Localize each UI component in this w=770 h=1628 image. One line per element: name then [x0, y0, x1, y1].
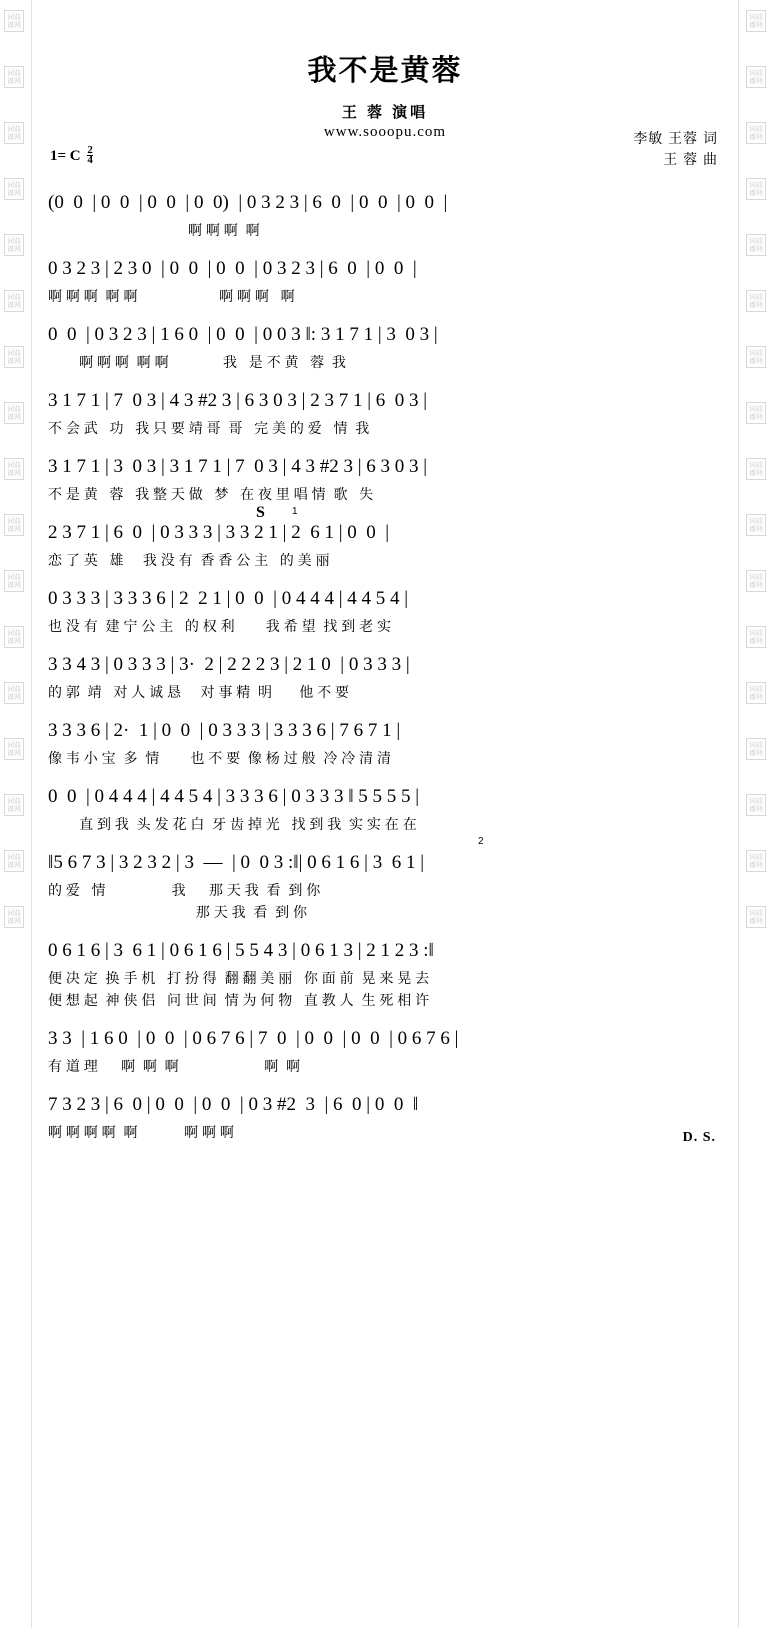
notation-line: 3 1 7 1 | 3 0 3 | 3 1 7 1 | 7 0 3 | 4 3 #2 3 | 6 3 0 3 | [48, 456, 428, 477]
ending-1-label: 1 [292, 506, 298, 517]
watermark-badge: 词曲谱网 [746, 10, 766, 32]
notation-line: 3 3 3 6 | 2· 1 | 0 0 | 0 3 3 3 | 3 3 3 6 | 7 6 7 1 | [48, 720, 401, 741]
watermark-badge: 词曲谱网 [4, 346, 24, 368]
watermark-badge: 词曲谱网 [4, 682, 24, 704]
lyric-line-verse2: 便 想 起 神 侠 侣 问 世 间 情 为 何 物 直 教 人 生 死 相 许 [48, 992, 430, 1008]
notation-line: 0 3 3 3 | 3 3 3 6 | 2 2 1 | 0 0 | 0 4 4 4 | 4 4 5 4 | [48, 588, 409, 609]
notation-line: 0 0 | 0 4 4 4 | 4 4 5 4 | 3 3 3 6 | 0 3 3 3 ‖ 5 5 5 5 | [48, 786, 420, 807]
watermark-badge: 词曲谱网 [4, 850, 24, 872]
system-8 [48, 652, 722, 704]
lyric-line: 便 决 定 换 手 机 打 扮 得 翻 翻 美 丽 你 面 前 晃 来 晃 去 [48, 970, 430, 986]
staff-systems [48, 190, 722, 1144]
watermark-badge: 词曲谱网 [746, 66, 766, 88]
system-6 [48, 504, 722, 572]
system-2 [48, 256, 722, 308]
composer-credit: 王 蓉 曲 [663, 151, 718, 167]
system-11 [48, 836, 722, 924]
watermark-badge: 词曲谱网 [746, 682, 766, 704]
watermark-badge: 词曲谱网 [746, 402, 766, 424]
time-signature-numerator: 2 [87, 144, 93, 156]
credits [633, 128, 718, 170]
watermark-badge: 词曲谱网 [746, 906, 766, 928]
lyricist-credit: 李敏 王蓉 词 [633, 130, 718, 146]
lyric-line: 啊 啊 啊 啊 啊 我 是 不 黄 蓉 我 [48, 354, 346, 370]
watermark-badge: 词曲谱网 [4, 626, 24, 648]
watermark-badge: 词曲谱网 [746, 346, 766, 368]
watermark-badge: 词曲谱网 [4, 570, 24, 592]
watermark-badge: 词曲谱网 [746, 626, 766, 648]
watermark-badge: 词曲谱网 [4, 402, 24, 424]
system-14 [48, 1092, 722, 1144]
frame-line-right [738, 0, 739, 1628]
watermark-badge: 词曲谱网 [746, 234, 766, 256]
watermark-badge: 词曲谱网 [4, 906, 24, 928]
system-3 [48, 322, 722, 374]
notation-line: 3 3 | 1 6 0 | 0 0 | 0 6 7 6 | 7 0 | 0 0 | 0 0 | 0 6 7 6 | [48, 1028, 459, 1049]
ds-mark: D. S. [682, 1130, 716, 1145]
system-12 [48, 938, 722, 1012]
notation-line: 0 3 2 3 | 2 3 0 | 0 0 | 0 0 | 0 3 2 3 | 6 0 | 0 0 | [48, 258, 417, 279]
watermark-badge: 词曲谱网 [746, 122, 766, 144]
lyric-line: 不 是 黄 蓉 我 整 天 做 梦 在 夜 里 唱 情 歌 失 [48, 486, 374, 502]
watermark-badge: 词曲谱网 [746, 178, 766, 200]
lyric-line: 有 道 理 啊 啊 啊 啊 啊 [48, 1058, 301, 1074]
lyric-line: 的 郭 靖 对 人 诚 恳 对 事 精 明 他 不 要 [48, 684, 350, 700]
singer-line: 王 蓉 演唱 [341, 104, 429, 121]
notation-line: 0 6 1 6 | 3 6 1 | 0 6 1 6 | 5 5 4 3 | 0 6 1 3 | 2 1 2 3 :‖ [48, 940, 434, 961]
watermark-badge: 词曲谱网 [746, 458, 766, 480]
lyric-line: 像 韦 小 宝 多 情 也 不 要 像 杨 过 般 冷 冷 清 清 [48, 750, 392, 766]
watermark-column-right [742, 0, 770, 1628]
watermark-badge: 词曲谱网 [746, 514, 766, 536]
watermark-badge: 词曲谱网 [4, 458, 24, 480]
lyric-line: 啊 啊 啊 啊 啊 啊 啊 啊 啊 [48, 288, 295, 304]
watermark-badge: 词曲谱网 [4, 122, 24, 144]
watermark-badge: 词曲谱网 [746, 290, 766, 312]
watermark-badge: 词曲谱网 [4, 738, 24, 760]
system-4 [48, 388, 722, 440]
key-signature [50, 146, 93, 165]
lyric-line-verse2: 那 天 我 看 到 你 [48, 904, 308, 920]
watermark-badge: 词曲谱网 [746, 794, 766, 816]
watermark-badge: 词曲谱网 [4, 178, 24, 200]
notation-line: 3 3 4 3 | 0 3 3 3 | 3· 2 | 2 2 2 3 | 2 1 0 | 0 3 3 3 | [48, 654, 410, 675]
system-5 [48, 454, 722, 506]
lyric-line: 不 会 武 功 我 只 要 靖 哥 哥 完 美 的 爱 情 我 [48, 420, 370, 436]
watermark-badge: 词曲谱网 [4, 794, 24, 816]
watermark-badge: 词曲谱网 [746, 570, 766, 592]
notation-line: (0 0 | 0 0 | 0 0 | 0 0) | 0 3 2 3 | 6 0 | 0 0 | 0 0 | [48, 192, 448, 213]
key-label: 1= C [50, 148, 81, 164]
lyric-line: 啊 啊 啊 啊 啊 啊 啊 啊 [48, 1124, 234, 1140]
page-title: 我不是黄蓉 [307, 55, 463, 87]
watermark-badge: 词曲谱网 [4, 514, 24, 536]
lyric-line: 直 到 我 头 发 花 白 牙 齿 掉 光 找 到 我 实 实 在 在 [48, 816, 417, 832]
segno-sign: S [256, 504, 265, 521]
notation-line: 3 1 7 1 | 7 0 3 | 4 3 #2 3 | 6 3 0 3 | 2 3 7 1 | 6 0 3 | [48, 390, 428, 411]
watermark-badge: 词曲谱网 [4, 66, 24, 88]
notation-line: 7 3 2 3 | 6 0 | 0 0 | 0 0 | 0 3 #2 3 | 6 0 | 0 0 ‖ [48, 1094, 419, 1115]
system-9 [48, 718, 722, 770]
system-10 [48, 784, 722, 836]
website-line: www.sooopu.com [323, 124, 447, 140]
notation-line: 0 0 | 0 3 2 3 | 1 6 0 | 0 0 | 0 0 3 ‖: 3 1 7 1 | 3 0 3 | [48, 324, 438, 345]
watermark-badge: 词曲谱网 [746, 738, 766, 760]
time-signature [87, 146, 93, 165]
watermark-badge: 词曲谱网 [4, 290, 24, 312]
watermark-badge: 词曲谱网 [4, 234, 24, 256]
time-signature-denominator: 4 [87, 154, 93, 166]
system-1 [48, 190, 722, 242]
system-13 [48, 1026, 722, 1078]
lyric-line: 恋 了 英 雄 我 没 有 香 香 公 主 的 美 丽 [48, 552, 330, 568]
lyric-line: 的 爱 情 我 那 天 我 看 到 你 [48, 882, 321, 898]
watermark-badge: 词曲谱网 [746, 850, 766, 872]
notation-line: 2 3 7 1 | 6 0 | 0 3 3 3 | 3 3 2 1 | 2 6 1 | 0 0 | [48, 522, 390, 543]
lyric-line: 也 没 有 建 宁 公 主 的 权 利 我 希 望 找 到 老 实 [48, 618, 392, 634]
lyric-line: 啊 啊 啊 啊 [48, 222, 260, 238]
notation-line: ‖5 6 7 3 | 3 2 3 2 | 3 — | 0 0 3 :‖| 0 6 1 6 | 3 6 1 | [48, 852, 425, 873]
score-page [34, 0, 736, 1628]
system-7 [48, 586, 722, 638]
watermark-column-left [0, 0, 28, 1628]
ending-2-label: 2 [478, 836, 484, 847]
watermark-badge: 词曲谱网 [4, 10, 24, 32]
frame-line-left [31, 0, 32, 1628]
